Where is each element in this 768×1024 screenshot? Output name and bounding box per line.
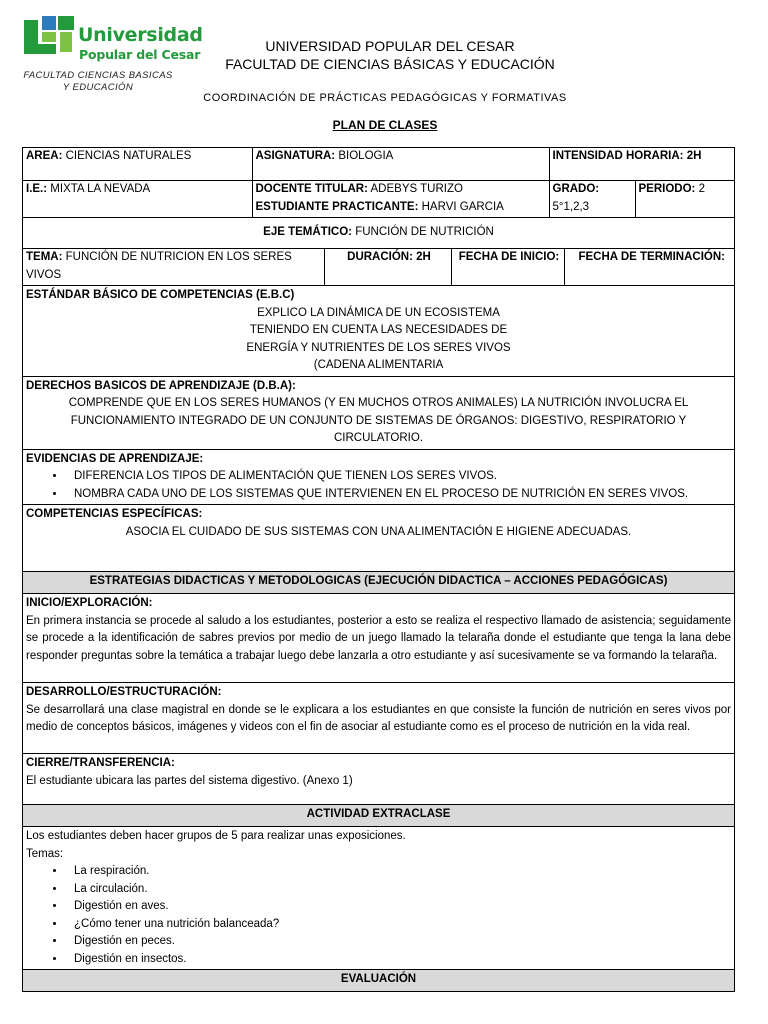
asignatura-cell: ASIGNATURA: BIOLOGIA <box>252 148 549 180</box>
logo-name: Universidad <box>78 24 203 46</box>
faculty-caption: FACULTAD CIENCIAS BASICAS Y EDUCACIÓN <box>23 70 173 93</box>
ebc-title: ESTÁNDAR BÁSICO DE COMPETENCIAS (E.B.C) <box>26 289 295 301</box>
tema-item: • Digestión en aves. <box>66 898 731 916</box>
coordination-title: COORDINACIÓN DE PRÁCTICAS PEDAGÓGICAS Y FORMATIVAS <box>203 92 567 104</box>
intensidad-cell: INTENSIDAD HORARIA: 2H <box>549 148 735 180</box>
fecha-terminacion-cell: FECHA DE TERMINACIÓN: <box>564 249 735 285</box>
duracion-cell: DURACIÓN: 2H <box>324 249 451 285</box>
lesson-plan-table <box>22 147 735 992</box>
tema-item: • La circulación. <box>66 881 731 899</box>
evaluacion-header: EVALUACIÓN <box>23 970 735 992</box>
logo-subname: Popular del Cesar <box>79 47 201 62</box>
logo-emblem-icon <box>22 14 76 60</box>
tema-item: • La respiración. <box>66 863 731 881</box>
area-cell: AREA: CIENCIAS NATURALES <box>26 150 192 162</box>
tema-item: • ¿Cómo tener una nutrición balanceada? <box>66 916 731 934</box>
cierre-text: El estudiante ubicara las partes del sistema digestivo. (Anexo 1) <box>26 774 353 787</box>
desarrollo-text: Se desarrollará una clase magistral en donde se le explicara a los estudiantes en que consiste la función de nutrición en seres vivos por medio de conceptos básicos, imágenes y videos con el fin de asociar al estudiante como es el proceso de nutrición en la vida real. <box>26 703 731 733</box>
desarrollo-cell <box>23 683 735 754</box>
inicio-text: En primera instancia se procede al saludo a los estudiantes, posterior a esto se realiza el respectivo llamado de asistencia; seguidamente se procede a la identificación de sabres previos por medio de un juego llamado la telaraña donde el estudiante que tenga la lana debe responder preguntas sobre la temática a trabajar luego debe lanzarla a otro estudiante y así sucesivamente se va formando la telaraña. <box>26 614 731 662</box>
ebc-cell <box>23 286 735 377</box>
estrategias-header: ESTRATEGIAS DIDACTICAS Y METODOLOGICAS (EJECUCIÓN DIDACTICA – ACCIONES PEDAGÓGICAS) <box>23 572 735 594</box>
docente-cell: DOCENTE TITULAR: ADEBYS TURIZO ESTUDIANTE PRACTICANTE: HARVI GARCIA <box>252 181 549 217</box>
ebc-line: (CADENA ALIMENTARIA <box>313 359 444 371</box>
ebc-line: EXPLICO LA DINÁMICA DE UN ECOSISTEMA <box>257 306 500 319</box>
grado-cell: GRADO: 5°1,2,3 <box>549 181 635 217</box>
extraclase-intro: Los estudiantes deben hacer grupos de 5 para realizar unas exposiciones. <box>26 830 406 842</box>
evidencia-item: • NOMBRA CADA UNO DE LOS SISTEMAS QUE INTERVIENEN EN EL PROCESO DE NUTRICIÓN EN SERES VIVOS. <box>66 486 731 504</box>
evidencias-cell <box>23 449 735 505</box>
inicio-cell <box>23 594 735 683</box>
tema-cell: TEMA: FUNCIÓN DE NUTRICION EN LOS SERES VIVOS <box>26 251 292 281</box>
evidencia-item: • DIFERENCIA LOS TIPOS DE ALIMENTACIÓN QUE TIENEN LOS SERES VIVOS. <box>66 468 731 486</box>
ebc-line: ENERGÍA Y NUTRIENTES DE LOS SERES VIVOS <box>246 341 511 354</box>
dba-cell <box>23 376 735 449</box>
extraclase-cell <box>23 827 735 970</box>
tema-item: • Digestión en peces. <box>66 933 731 951</box>
cierre-title: CIERRE/TRANSFERENCIA: <box>26 757 175 769</box>
dba-text: COMPRENDE QUE EN LOS SERES HUMANOS (Y EN MUCHOS OTROS ANIMALES) LA NUTRICIÓN INVOLUCRA EL FUNCIONAMIENTO INTEGRADO DE UN CONJUNTO DE SISTEMAS DE ÓRGANOS: DIGESTIVO, RESPIRATORIO Y CIRCULATORIO. <box>68 397 689 444</box>
desarrollo-title: DESARROLLO/ESTRUCTURACIÓN: <box>26 686 222 698</box>
evidencias-title: EVIDENCIAS DE APRENDIZAJE: <box>26 452 204 465</box>
inicio-title: INICIO/EXPLORACIÓN: <box>26 597 153 609</box>
faculty-title: FACULTAD DE CIENCIAS BÁSICAS Y EDUCACIÓN <box>225 56 555 72</box>
temas-label: Temas: <box>26 847 64 860</box>
competencias-title: COMPETENCIAS ESPECÍFICAS: <box>26 508 203 520</box>
plan-title: PLAN DE CLASES <box>332 118 438 132</box>
cierre-cell <box>23 754 735 805</box>
ebc-line: TENIENDO EN CUENTA LAS NECESIDADES DE <box>249 324 508 336</box>
dba-title: DERECHOS BASICOS DE APRENDIZAJE (D.B.A): <box>26 379 296 392</box>
competencias-text: ASOCIA EL CUIDADO DE SUS SISTEMAS CON UNA ALIMENTACIÓN E HIGIENE ADECUADAS. <box>125 525 632 538</box>
eje-tematico-cell: EJE TEMÁTICO: FUNCIÓN DE NUTRICIÓN <box>23 218 735 249</box>
periodo-cell: PERIODO: 2 <box>635 181 735 217</box>
tema-item: • Digestión en insectos. <box>66 951 731 969</box>
fecha-inicio-cell: FECHA DE INICIO: <box>451 249 564 285</box>
extraclase-header: ACTIVIDAD EXTRACLASE <box>23 805 735 827</box>
university-title: UNIVERSIDAD POPULAR DEL CESAR <box>265 38 515 54</box>
ie-cell: I.E.: MIXTA LA NEVADA <box>26 183 151 195</box>
competencias-cell <box>23 505 735 572</box>
